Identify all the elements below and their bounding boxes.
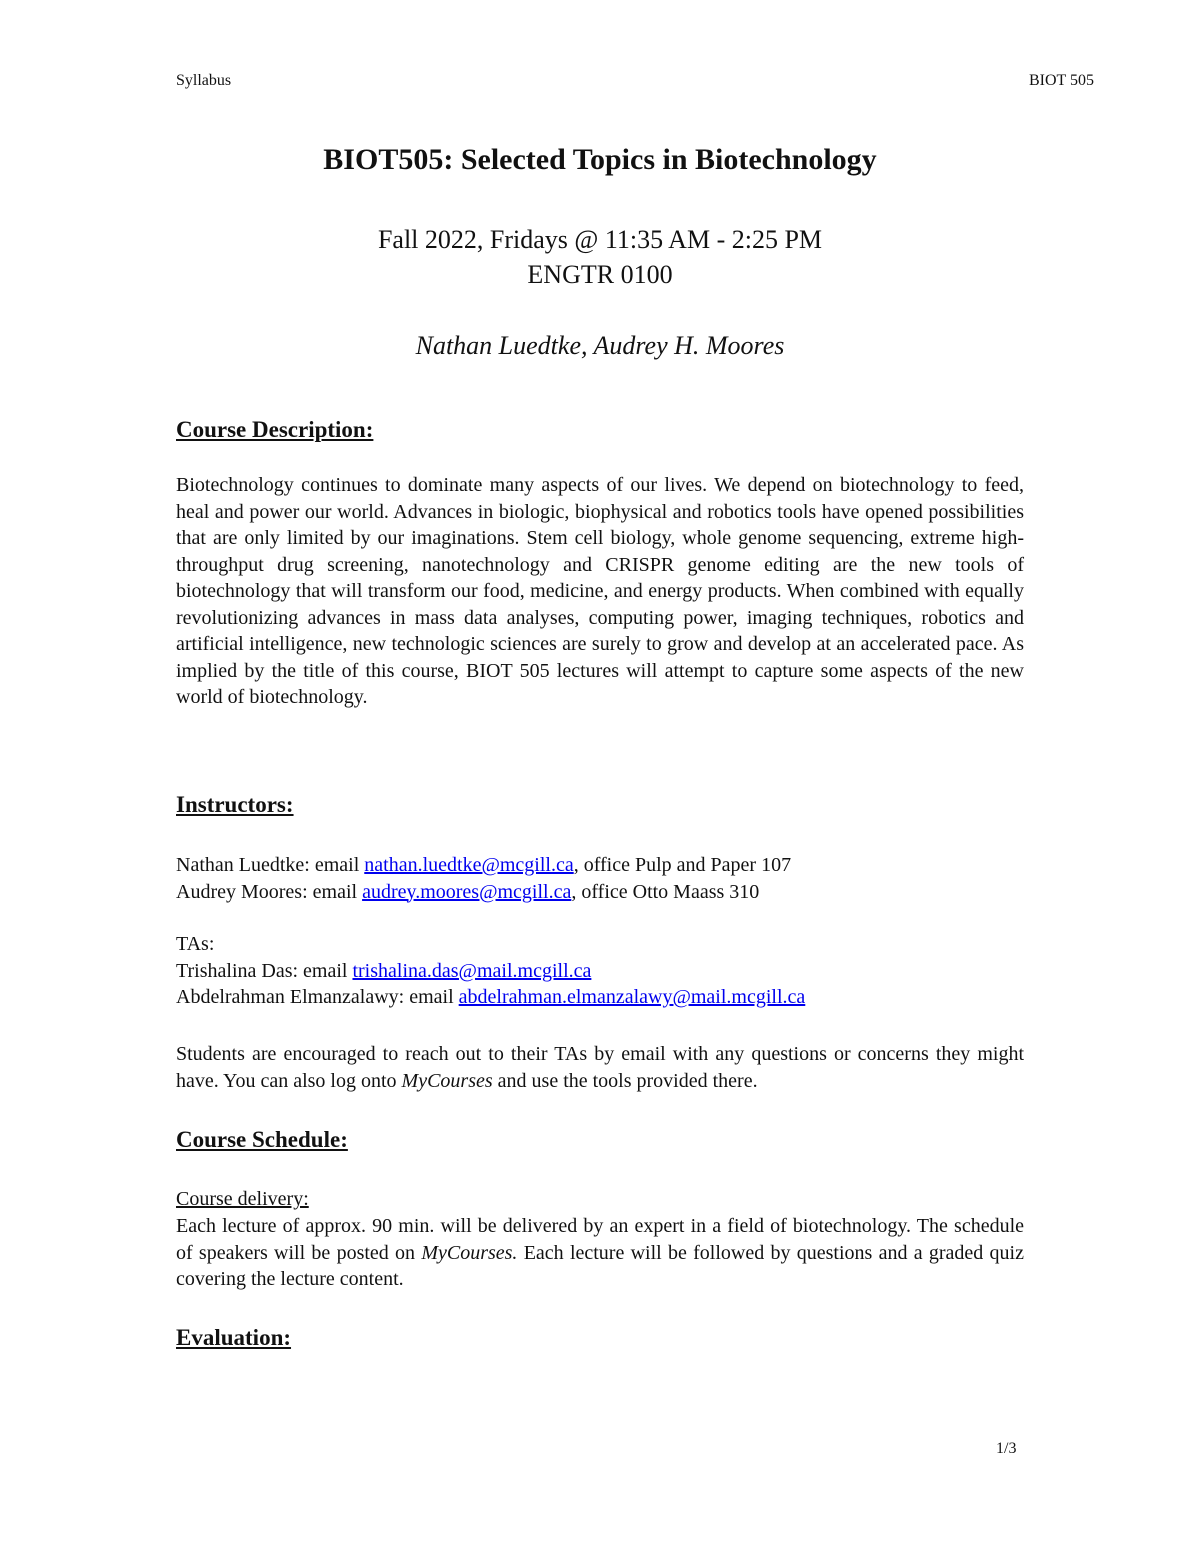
course-delivery-subheading: Course delivery:: [176, 1188, 309, 1210]
mycourses-reference: MyCourses: [401, 1069, 493, 1092]
course-schedule-heading: Course Schedule:: [176, 1127, 348, 1152]
email-link[interactable]: audrey.moores@mcgill.ca: [362, 880, 572, 903]
room: ENGTR 0100: [527, 260, 673, 289]
course-description-heading: Course Description:: [176, 417, 374, 442]
email-link[interactable]: nathan.luedtke@mcgill.ca: [364, 854, 574, 876]
instructor-office: , office Pulp and Paper 107: [573, 854, 792, 876]
header-left: Syllabus: [176, 72, 232, 89]
ta-line: [176, 984, 1024, 1011]
ta-name: Trishalina Das: email: [176, 959, 353, 982]
instructor-line: [176, 852, 1024, 879]
course-delivery-text: Each lecture of approx. 90 min. will be delivered by an expert in a field of biotechnology. The schedule of speakers will be posted on MyCourses. Each lecture will be followed by questions and a graded quiz covering the lecture content.: [176, 1215, 1024, 1290]
authors: Nathan Luedtke, Audrey H. Moores: [415, 331, 785, 360]
instructors-heading: Instructors:: [176, 792, 294, 817]
course-description-text: Biotechnology continues to dominate many aspects of our lives. We depend on biotechnology to feed, heal and power our world. Advances in biologic, biophysical and robotics tools have opened possibilities that are only limited by our imaginations. Stem cell biology, whole genome sequencing, extreme high-throughput drug screening, nanotechnology and CRISPR genome editing are the new tools of biotechnology that will transform our food, medicine, and energy products. When combined with equally revolutionizing advances in mass data analyses, computing power, imaging techniques, robotics and artificial intelligence, new technologic sciences are surely to grow and develop at an accelerated pace. As implied by the title of this course, BIOT 505 lectures will attempt to capture some aspects of the new world of biotechnology.: [176, 474, 1024, 708]
instructor-name: Audrey Moores: email: [176, 880, 363, 903]
instructor-name: Nathan Luedtke: email: [176, 854, 365, 876]
page-number: 1/3: [996, 1440, 1017, 1457]
email-link[interactable]: abdelrahman.elmanzalawy@mail.mcgill.ca: [458, 986, 806, 1008]
ta-list: [176, 931, 1024, 1011]
email-link[interactable]: trishalina.das@mail.mcgill.ca: [352, 959, 592, 982]
evaluation-heading: Evaluation:: [176, 1325, 292, 1350]
instructor-office: , office Otto Maass 310: [571, 880, 760, 903]
instructor-line: [176, 879, 1024, 906]
tas-label: TAs:: [176, 933, 215, 955]
ta-name: Abdelrahman Elmanzalawy: email: [176, 986, 459, 1008]
schedule-line: Fall 2022, Fridays @ 11:35 AM - 2:25 PM: [377, 225, 823, 254]
instructor-list: [176, 852, 1024, 905]
mycourses-reference: MyCourses.: [421, 1241, 518, 1264]
document-title: BIOT505: Selected Topics in Biotechnology: [323, 143, 877, 176]
header-right: BIOT 505: [1028, 72, 1094, 89]
ta-note: Students are encouraged to reach out to their TAs by email with any questions or concerns they might have. You can also log onto MyCourses and use the tools provided there.: [176, 1043, 1024, 1092]
ta-line: [176, 958, 1024, 985]
